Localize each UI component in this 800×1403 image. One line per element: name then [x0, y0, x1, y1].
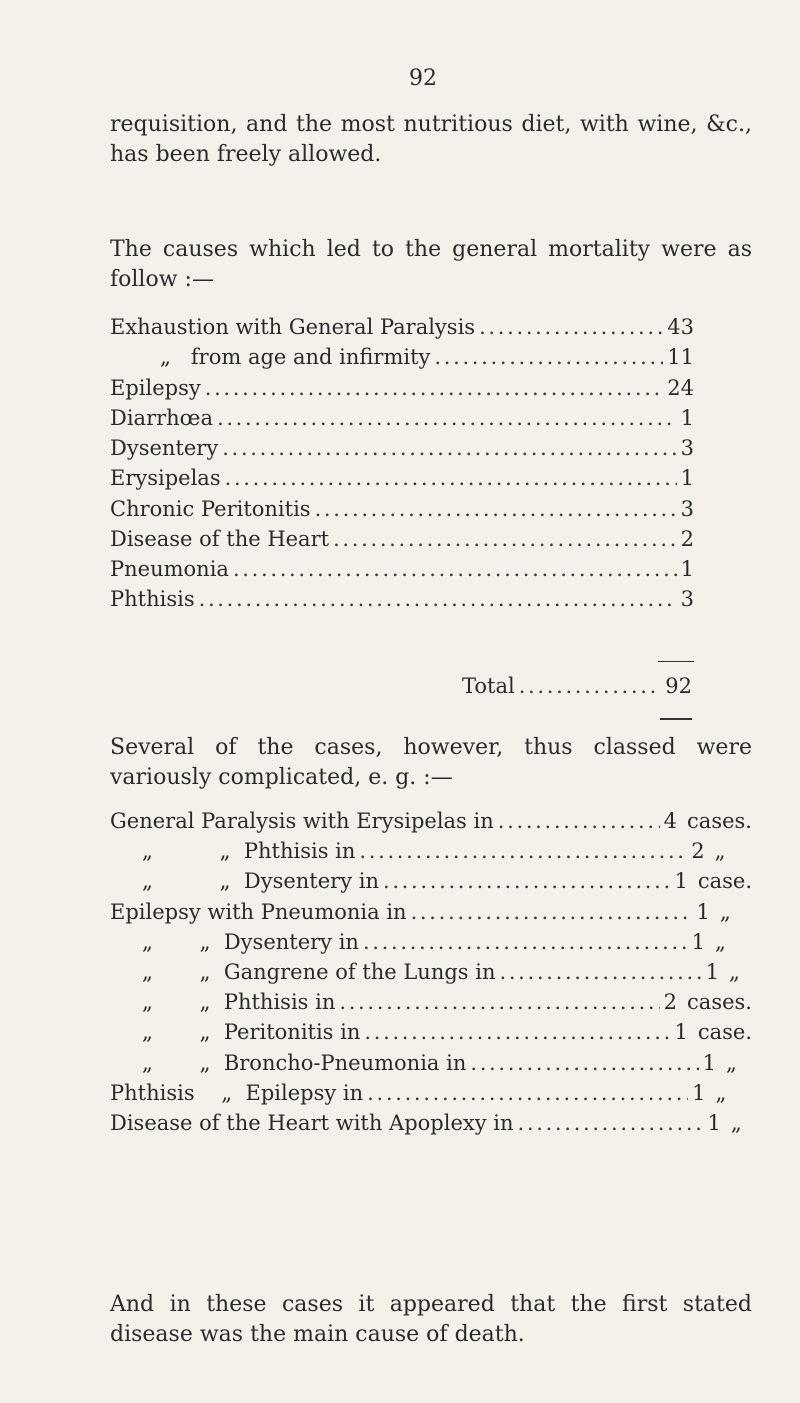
dot-leader [359, 836, 687, 866]
complication-unit: case. [697, 1020, 752, 1045]
complication-count: 2 [663, 990, 678, 1015]
dot-leader [199, 584, 677, 614]
dot-leader [364, 1017, 670, 1047]
cause-row [110, 554, 694, 584]
cause-label: „ from age and infirmity [160, 345, 431, 369]
total-underline [660, 718, 692, 720]
complication-label: Epilepsy with Pneumonia in [110, 899, 407, 924]
dot-leader [479, 312, 663, 342]
complication-row [142, 957, 752, 987]
dot-leader [225, 463, 677, 493]
cause-row [160, 342, 694, 372]
total-label: Total [462, 674, 515, 698]
cause-count: 1 [680, 557, 694, 581]
complication-row [142, 1048, 752, 1078]
dot-leader [383, 866, 670, 896]
cause-row [110, 463, 694, 493]
cause-count: 43 [667, 315, 694, 339]
complication-label: „ „ Broncho-Pneumonia in [142, 1050, 467, 1075]
complication-row [142, 987, 752, 1017]
cause-row [110, 524, 694, 554]
complication-row [110, 1078, 752, 1108]
total-rule [658, 661, 694, 662]
dot-leader [339, 987, 659, 1017]
cause-count: 24 [667, 376, 694, 400]
complications-intro: Several of the cases, however, thus classed were variously complicated, e. g. :— [110, 735, 752, 790]
complication-label: „ „ Gangrene of the Lungs in [142, 960, 496, 984]
dot-leader [205, 373, 664, 403]
complication-label: General Paralysis with Erysipelas in [110, 809, 494, 833]
complication-label: Phthisis „ Epilepsy in [110, 1080, 364, 1105]
cause-label: Dysentery [110, 436, 219, 460]
complication-label: „ „ Phthisis in [142, 839, 356, 864]
complication-count: 1 [692, 1080, 706, 1105]
cause-label: Disease of the Heart [110, 527, 330, 551]
complication-row [142, 866, 752, 896]
complication-row [110, 897, 752, 927]
complication-label: „ „ Dysentery in [142, 869, 379, 894]
total-row [462, 671, 692, 701]
complication-unit: „ [714, 839, 726, 864]
complication-count: 1 [674, 869, 688, 894]
complication-unit: cases. [687, 990, 752, 1015]
cause-count: 1 [680, 406, 694, 430]
page-number: 92 [409, 66, 437, 91]
cause-label: Diarrhœa [110, 406, 213, 430]
cause-count: 1 [680, 466, 694, 490]
complication-count: 1 [707, 1111, 721, 1135]
complication-unit: case. [697, 869, 752, 894]
complication-row [142, 1017, 752, 1047]
complication-count: 1 [702, 1050, 716, 1075]
dot-leader [363, 927, 688, 957]
dot-leader [411, 897, 693, 927]
cause-row [110, 494, 694, 524]
total-leader [519, 671, 662, 701]
complication-unit: „ [719, 899, 731, 924]
dot-leader [217, 403, 677, 433]
cause-row [110, 312, 694, 342]
dot-leader [233, 554, 677, 584]
cause-label: Exhaustion with General Paralysis [110, 315, 476, 339]
complication-count: 1 [696, 899, 710, 924]
conclusion-paragraph: And in these cases it appeared that the first stated disease was the main cause of death. [110, 1292, 752, 1347]
cause-label: Chronic Peritonitis [110, 497, 311, 521]
cause-label: Erysipelas [110, 466, 221, 490]
causes-intro: The causes which led to the general mortality were as follow :— [110, 237, 752, 292]
complication-count: 2 [691, 839, 705, 864]
cause-count: 3 [680, 497, 694, 521]
complication-count: 1 [691, 929, 706, 954]
cause-label: Epilepsy [110, 376, 201, 400]
dot-leader [470, 1048, 698, 1078]
complication-label: „ „ Dysentery in [142, 929, 359, 954]
complication-row [142, 836, 752, 866]
complication-unit: cases. [687, 809, 752, 833]
dot-leader [499, 957, 701, 987]
dot-leader [315, 494, 677, 524]
complication-unit: „ [715, 929, 726, 954]
complication-row [142, 927, 752, 957]
cause-count: 11 [667, 345, 694, 369]
cause-row [110, 373, 694, 403]
cause-label: Phthisis [110, 587, 195, 611]
dot-leader [367, 1078, 688, 1108]
dot-leader [333, 524, 677, 554]
intro-paragraph: requisition, and the most nutritious diet, with wine, &c., has been freely allowed. [110, 112, 752, 167]
cause-count: 3 [680, 587, 694, 611]
complication-row [110, 806, 752, 836]
cause-row [110, 403, 694, 433]
cause-count: 2 [680, 527, 694, 551]
complication-row [110, 1108, 752, 1138]
complication-count: 1 [705, 960, 719, 984]
cause-row [110, 433, 694, 463]
total-value: 92 [665, 674, 692, 698]
complication-unit: „ [715, 1080, 727, 1105]
cause-row [110, 584, 694, 614]
complication-unit: „ [726, 1050, 737, 1075]
dot-leader [222, 433, 676, 463]
complication-count: 4 [663, 809, 678, 833]
dot-leader [434, 342, 663, 372]
cause-count: 3 [680, 436, 694, 460]
complication-count: 1 [674, 1020, 688, 1045]
complication-unit: „ [730, 1111, 742, 1135]
complication-unit: „ [728, 960, 740, 984]
dot-leader [498, 806, 660, 836]
dot-leader [518, 1108, 704, 1138]
complication-label: „ „ Peritonitis in [142, 1020, 361, 1045]
cause-label: Pneumonia [110, 557, 229, 581]
complication-label: Disease of the Heart with Apoplexy in [110, 1111, 514, 1135]
complication-label: „ „ Phthisis in [142, 990, 336, 1015]
